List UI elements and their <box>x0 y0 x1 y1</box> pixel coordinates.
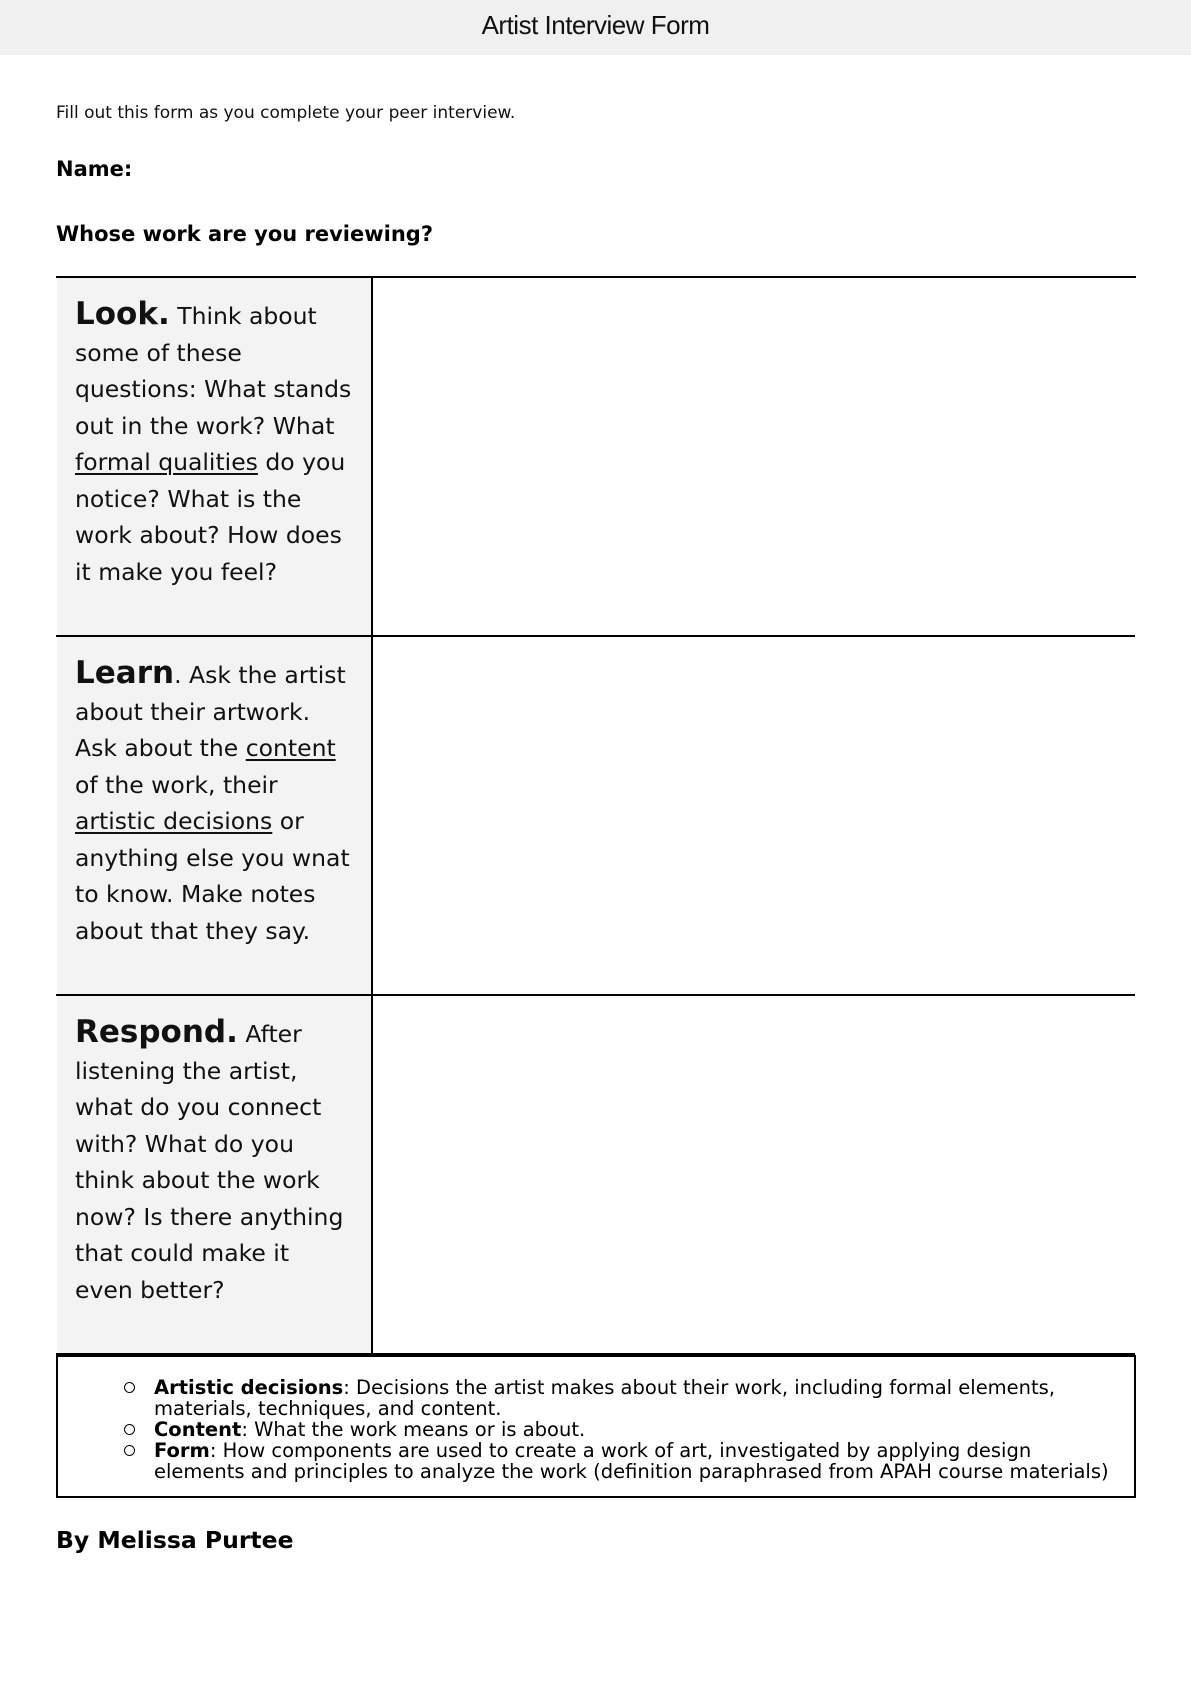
formal-qualities-term: formal qualities <box>75 448 258 476</box>
page-title: Artist Interview Form <box>481 10 710 40</box>
learn-text-b: of the work, their <box>75 770 278 799</box>
glossary-definition: : What the work means or is about. <box>241 1418 586 1441</box>
name-label: Name: <box>56 157 133 181</box>
learn-answer-cell[interactable] <box>374 637 1135 994</box>
glossary-definition: : How components are used to create a work of art, investigated by applying design elements and principles to analyze the work (definition paraphrased from APAH course materials) <box>154 1439 1109 1483</box>
look-answer-cell[interactable] <box>374 278 1135 635</box>
hollow-bullet-icon <box>124 1445 135 1456</box>
table-row-respond <box>56 996 1135 1355</box>
glossary-list <box>124 1377 1124 1482</box>
intro-text: Fill out this form as you complete your peer interview. <box>56 103 516 123</box>
respond-heading: Respond. <box>75 1014 238 1050</box>
look-prompt-cell <box>57 278 373 635</box>
glossary-box <box>56 1355 1136 1498</box>
glossary-item-content <box>124 1419 1124 1440</box>
table-row-learn <box>56 637 1135 996</box>
look-text-b: do you notice? What is the work about? How does it make you feel? <box>75 448 346 586</box>
learn-heading: Learn <box>75 655 175 691</box>
table-row-look <box>56 278 1135 637</box>
respond-answer-cell[interactable] <box>374 996 1135 1353</box>
learn-prompt-cell <box>57 637 373 994</box>
hollow-bullet-icon <box>124 1424 135 1435</box>
respond-text-a: After listening the artist, what do you connect with? What do you think about the work now? Is there anything that could make it even better? <box>75 1020 344 1304</box>
author-byline: By Melissa Purtee <box>56 1526 294 1554</box>
glossary-definition: : Decisions the artist makes about their work, including formal elements, materials, techniques, and content. <box>154 1376 1056 1420</box>
whose-work-label: Whose work are you reviewing? <box>56 222 434 246</box>
respond-prompt-cell <box>57 996 373 1353</box>
glossary-item-artistic-decisions <box>124 1377 1124 1419</box>
content-term: content <box>245 734 336 762</box>
glossary-term: Artistic decisions <box>154 1376 344 1399</box>
learn-text-a: . Ask the artist about their artwork. Ask about the <box>75 661 346 762</box>
look-heading: Look. <box>75 296 170 332</box>
learn-text-c: or anything else you wnat to know. Make notes about that they say. <box>75 807 350 945</box>
artistic-decisions-term: artistic decisions <box>75 807 273 835</box>
hollow-bullet-icon <box>124 1382 135 1393</box>
glossary-item-form <box>124 1440 1124 1482</box>
glossary-term: Form <box>154 1439 210 1462</box>
look-text-a: Think about some of these questions: What stands out in the work? What <box>75 302 352 440</box>
glossary-term: Content <box>154 1418 242 1441</box>
